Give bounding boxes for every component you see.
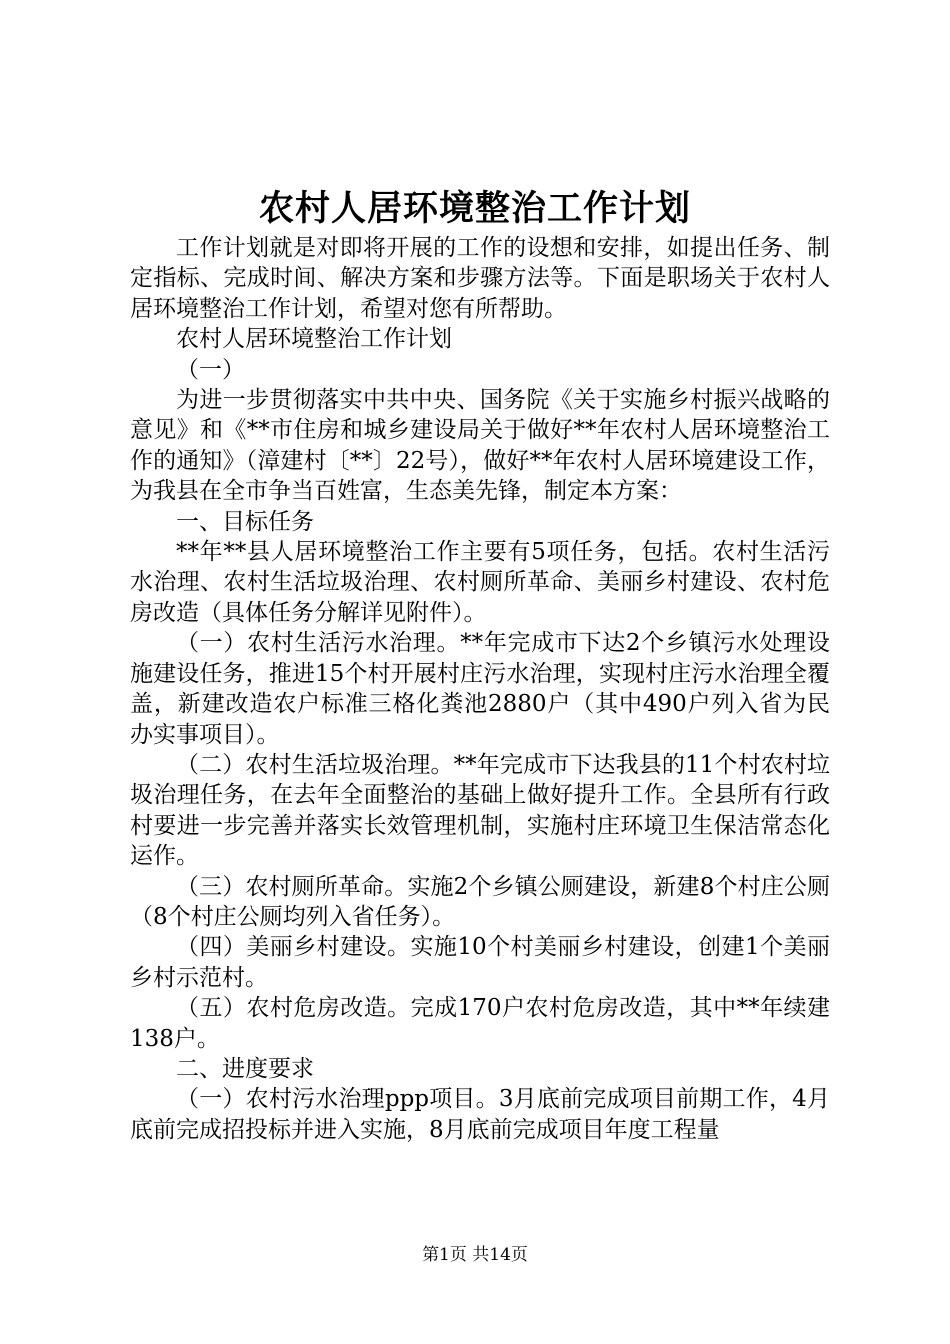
heading-progress: 二、进度要求 — [176, 1055, 314, 1082]
task-garbage: （二）农村生活垃圾治理。**年完成市下达我县的11个村农村垃圾治理任务，在去年全面整治的基础上做好提升工作。全县所有行政村要进一步完善并落实长效管理机制，实施村庄环境卫生保洁常态化运作。 — [130, 751, 830, 870]
document-title: 农村人居环境整治工作计划 — [258, 188, 691, 229]
intro-paragraph: 工作计划就是对即将开展的工作的设想和安排，如提出任务、制定指标、完成时间、解决方案和步骤方法等。下面是职场关于农村人居环境整治工作计划，希望对您有所帮助。 — [130, 235, 830, 322]
page-footer: 第1页 共14页 — [422, 1245, 528, 1265]
part-label: （一） — [176, 356, 245, 383]
task-housing: （五）农村危房改造。完成170户农村危房改造，其中**年续建138户。 — [130, 995, 830, 1052]
heading-goals: 一、目标任务 — [176, 508, 314, 535]
progress-paragraph: （一）农村污水治理ppp项目。3月底前完成项目前期工作，4月底前完成招投标并进入实施，8月底前完成项目年度工程量 — [130, 1086, 830, 1143]
preamble-paragraph: 为进一步贯彻落实中共中央、国务院《关于实施乡村振兴战略的意见》和《**市住房和城乡建设局关于做好**年农村人居环境整治工作的通知》（漳建村〔**〕22号），做好**年农村人居环境建设工作，为我县在全市争当百姓富，生态美先锋，制定本方案： — [130, 387, 830, 505]
section-heading: 农村人居环境整治工作计划 — [176, 326, 452, 353]
goals-paragraph: **年**县人居环境整治工作主要有5项任务，包括。农村生活污水治理、农村生活垃圾治理、农村厕所革命、美丽乡村建设、农村危房改造（具体任务分解详见附件）。 — [130, 539, 830, 626]
task-toilet: （三）农村厕所革命。实施2个乡镇公厕建设，新建8个村庄公厕（8个村庄公厕均列入省任务）。 — [130, 873, 830, 930]
document-body — [130, 233, 830, 1145]
task-sewage: （一）农村生活污水治理。**年完成市下达2个乡镇污水处理设施建设任务，推进15个村开展村庄污水治理，实现村庄污水治理全覆盖，新建改造农户标准三格化粪池2880户（其中490户列入省为民办实事项目）。 — [130, 630, 830, 748]
task-beautiful-village: （四）美丽乡村建设。实施10个村美丽乡村建设，创建1个美丽乡村示范村。 — [130, 934, 830, 991]
